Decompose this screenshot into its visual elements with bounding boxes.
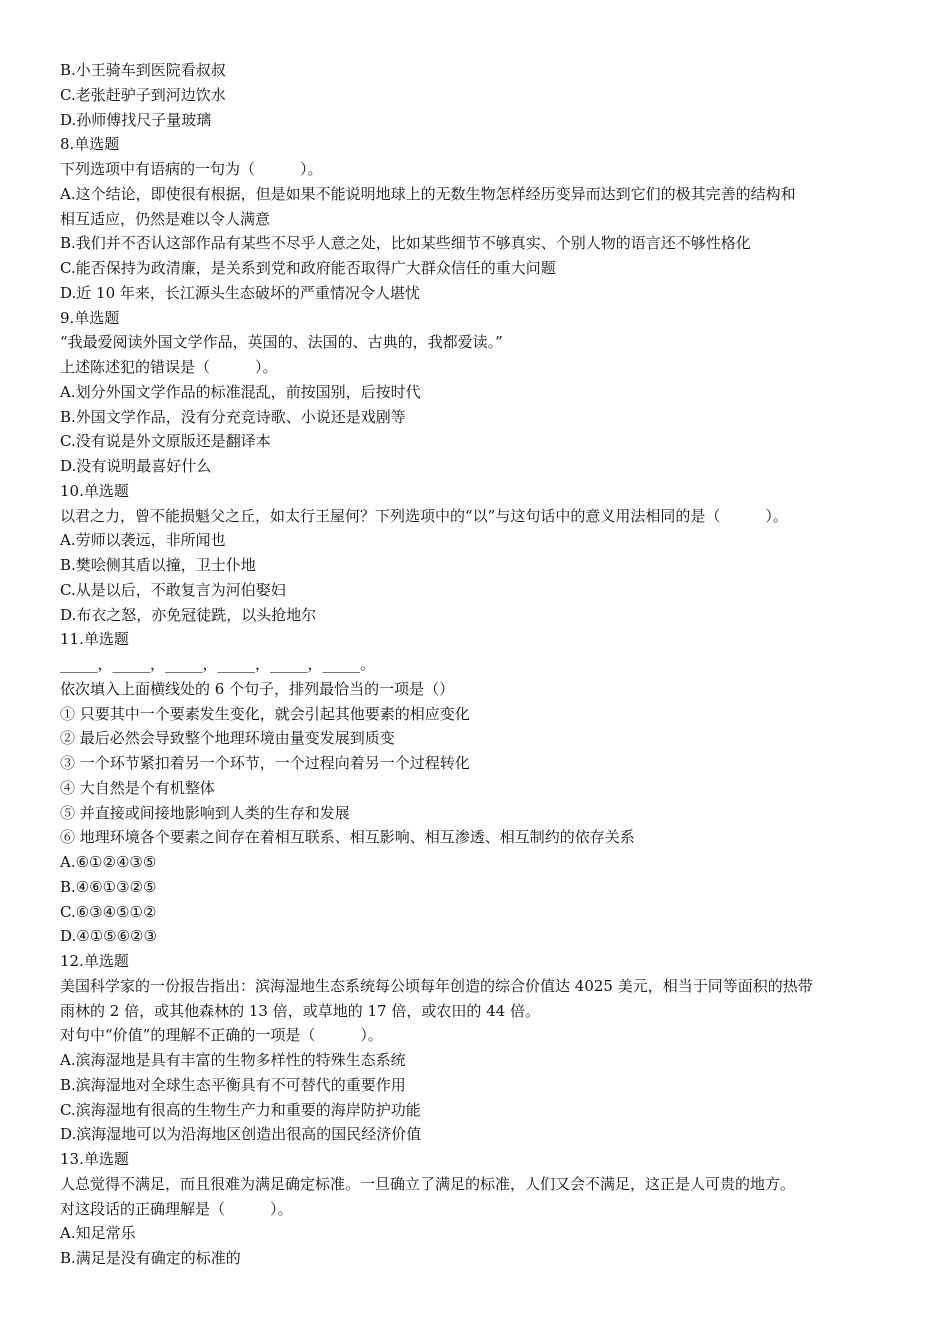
question-stem: 上述陈述犯的错误是（ ）。 bbox=[60, 358, 278, 376]
question-header: 12.单选题 bbox=[60, 952, 129, 970]
question-passage: 美国科学家的一份报告指出：滨海湿地生态系统每公顷每年创造的综合价值达 4025 美元，相当于同等面积的热带 bbox=[60, 976, 813, 995]
question-quote: “我最爱阅读外国文学作品，英国的、法国的、古典的，我都爱读。” bbox=[60, 333, 503, 352]
question-stem: 依次填入上面横线处的 6 个句子，排列最恰当的一项是（） bbox=[60, 679, 455, 698]
option-line: B.满足是没有确定的标准的 bbox=[60, 1249, 241, 1267]
question-header: 13.单选题 bbox=[60, 1150, 129, 1168]
option-line: A.这个结论，即使很有根据，但是如果不能说明地球上的无数生物怎样经历变异而达到它们的极其完善的结构和 bbox=[60, 184, 796, 203]
question-stem: 以君之力，曾不能损魁父之丘，如太行王屋何？下列选项中的“以”与这句话中的意义用法相同的是（ ）。 bbox=[60, 506, 788, 525]
option-line-continued: 相互适应，仍然是难以令人满意 bbox=[60, 209, 271, 228]
option-line: B.④⑥①③②⑤ bbox=[60, 877, 157, 896]
sentence-item: ① 只要其中一个要素发生变化，就会引起其他要素的相应变化 bbox=[60, 704, 470, 723]
option-line: B.小王骑车到医院看叔叔 bbox=[60, 61, 226, 79]
question-header: 9.单选题 bbox=[60, 308, 120, 327]
sentence-item: ⑤ 并直接或间接地影响到人类的生存和发展 bbox=[60, 803, 350, 822]
option-line: C.能否保持为政清廉，是关系到党和政府能否取得广大群众信任的重大问题 bbox=[60, 259, 556, 277]
option-line: D.近 10 年来，长江源头生态破坏的严重情况令人堪忧 bbox=[60, 283, 420, 302]
blank-lines: _____，_____，_____，_____，_____，_____。 bbox=[60, 655, 376, 673]
question-stem: 对这段话的正确理解是（ ）。 bbox=[60, 1199, 293, 1218]
question-stem: 下列选项中有语病的一句为（ ）。 bbox=[60, 160, 323, 178]
question-stem: 对句中“价值”的理解不正确的一项是（ ）。 bbox=[60, 1026, 383, 1045]
option-line: B.滨海湿地对全球生态平衡具有不可替代的重要作用 bbox=[60, 1075, 406, 1094]
option-line: A.划分外国文学作品的标准混乱，前按国别，后按时代 bbox=[60, 382, 421, 401]
sentence-item: ⑥ 地理环境各个要素之间存在着相互联系、相互影响、相互渗透、相互制约的依存关系 bbox=[60, 828, 635, 847]
option-line: D.滨海湿地可以为沿海地区创造出很高的国民经济价值 bbox=[60, 1125, 422, 1144]
option-line: D.孙师傅找尺子量玻璃 bbox=[60, 110, 212, 129]
option-line: D.没有说明最喜好什么 bbox=[60, 457, 212, 475]
option-line: A.⑥①②④③⑤ bbox=[60, 853, 157, 871]
option-line: A.劳师以袭远，非所闻也 bbox=[60, 531, 226, 550]
option-line: C.滨海湿地有很高的生物生产力和重要的海岸防护功能 bbox=[60, 1100, 421, 1119]
sentence-item: ② 最后必然会导致整个地理环境由量变发展到质变 bbox=[60, 729, 395, 748]
option-line: B.我们并不否认这部作品有某些不尽乎人意之处，比如某些细节不够真实、个别人物的语言还不够性格化 bbox=[60, 234, 751, 253]
option-line: A.滨海湿地是具有丰富的生物多样性的特殊生态系统 bbox=[60, 1051, 406, 1069]
option-line: D.④①⑤⑥②③ bbox=[60, 927, 157, 946]
question-header: 8.单选题 bbox=[60, 135, 120, 154]
question-passage: 人总觉得不满足，而且很难为满足确定标准。一旦确立了满足的标准，人们又会不满足，这正是人可贵的地方。 bbox=[60, 1174, 796, 1193]
sentence-item: ③ 一个环节紧扣着另一个环节，一个过程向着另一个过程转化 bbox=[60, 754, 470, 772]
option-line: C.⑥③④⑤①② bbox=[60, 902, 157, 921]
question-header: 10.单选题 bbox=[60, 481, 129, 500]
question-header: 11.单选题 bbox=[60, 630, 129, 649]
question-passage-continued: 雨林的 2 倍，或其他森林的 13 倍，或草地的 17 倍，或农田的 44 倍。 bbox=[60, 1001, 540, 1020]
option-line: C.老张赶驴子到河边饮水 bbox=[60, 85, 226, 104]
sentence-item: ④ 大自然是个有机整体 bbox=[60, 778, 215, 797]
option-line: C.没有说是外文原版还是翻译本 bbox=[60, 432, 271, 451]
option-line: D.布衣之怒，亦免冠徒跣，以头抢地尔 bbox=[60, 605, 317, 624]
option-line: B.外国文学作品，没有分充竞诗歌、小说还是戏剧等 bbox=[60, 407, 406, 426]
option-line: A.知足常乐 bbox=[60, 1224, 136, 1243]
option-line: B.樊哙侧其盾以撞，卫士仆地 bbox=[60, 556, 256, 574]
document-page bbox=[60, 58, 890, 1271]
option-line: C.从是以后，不敢复言为河伯娶妇 bbox=[60, 580, 286, 599]
